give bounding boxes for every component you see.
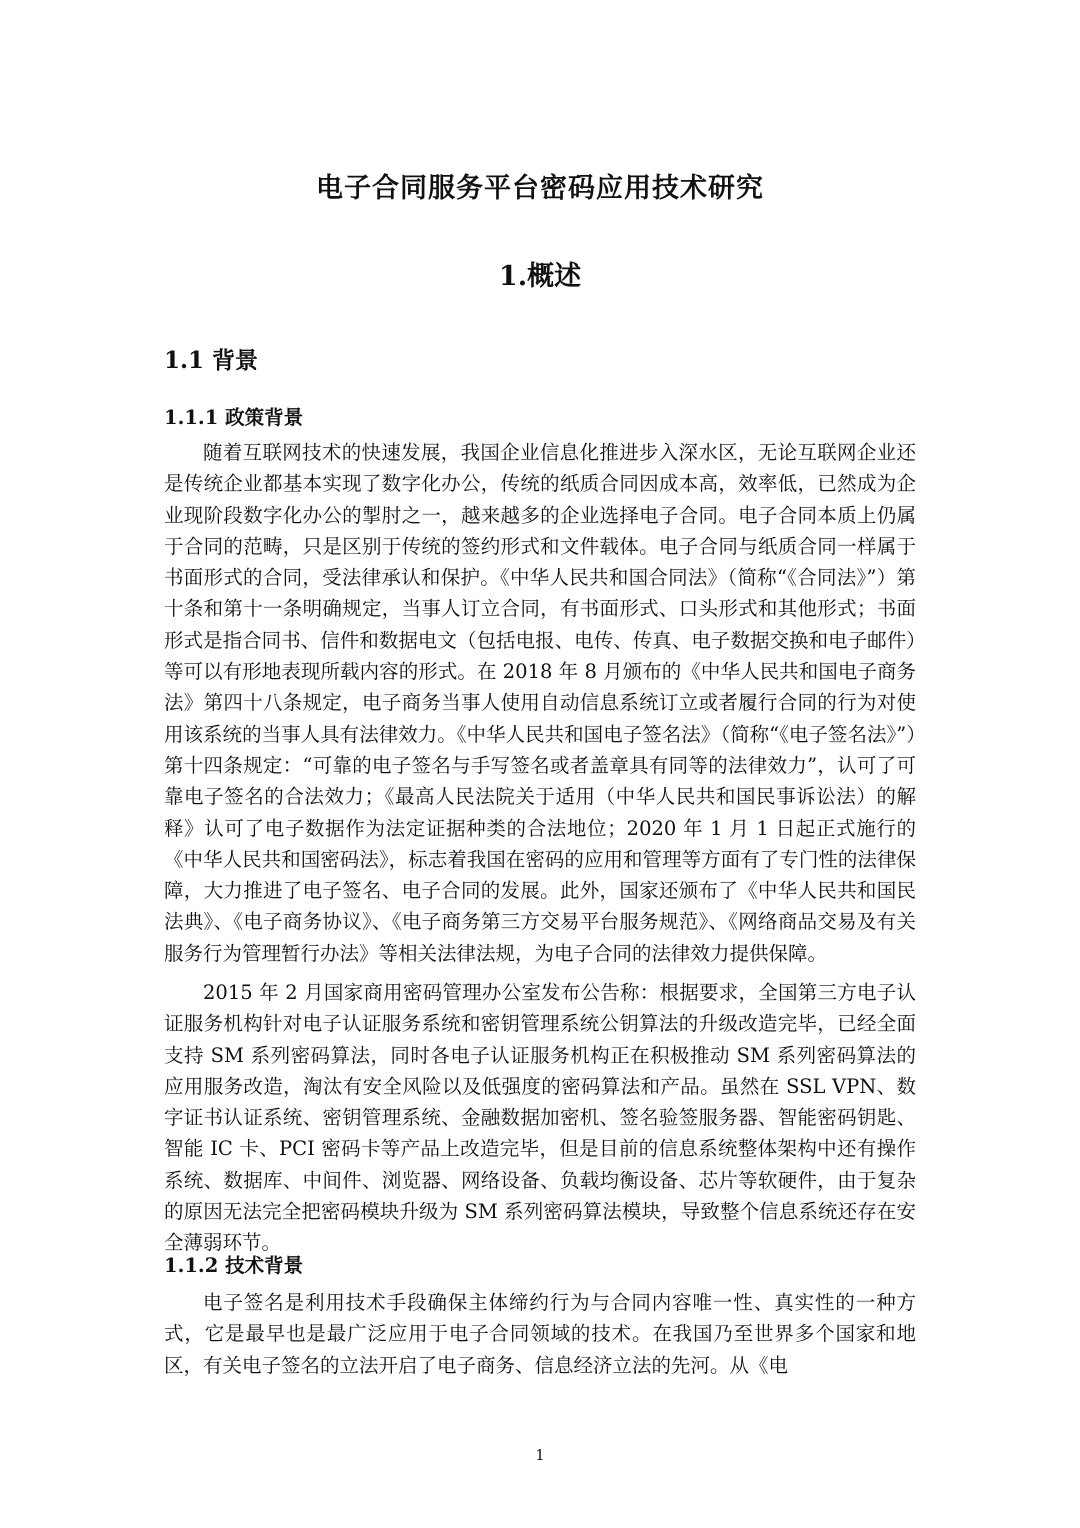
subsection-heading-policy: 1.1.1 政策背景 (164, 406, 304, 429)
document-title: 电子合同服务平台密码应用技术研究 (316, 173, 764, 204)
section-heading: 1.1 背景 (164, 347, 259, 374)
page-number: 1 (535, 1446, 545, 1464)
subsection-heading-tech: 1.1.2 技术背景 (164, 1254, 304, 1277)
paragraph-policy-2: 2015 年 2 月国家商用密码管理办公室发布公告称：根据要求，全国第三方电子认证服务机构针对电子认证服务系统和密钥管理系统公钥算法的升级改造完毕，已经全面支持 SM 系列密码算法，同时各电子认证服务机构正在积极推动 SM 系列密码算法的应用服务改造，淘汰有安全风险以及低强度的密码算法和产品。虽然在 SSL VPN、数字证书认证系统、密钥管理系统、金融数据加密机、签名验签服务器、智能密码钥匙、智能 IC 卡、PCI 密码卡等产品上改造完毕，但是目前的信息系统整体架构中还有操作系统、数据库、中间件、浏览器、网络设备、负载均衡设备、芯片等软硬件，由于复杂的原因无法完全把密码模块升级为 SM 系列密码算法模块，导致整个信息系统还存在安全薄弱环节。 (164, 981, 916, 1255)
paragraph-policy-1: 随着互联网技术的快速发展，我国企业信息化推进步入深水区，无论互联网企业还是传统企业都基本实现了数字化办公，传统的纸质合同因成本高，效率低，已然成为企业现阶段数字化办公的掣肘之一，越来越多的企业选择电子合同。电子合同本质上仍属于合同的范畴，只是区别于传统的签约形式和文件载体。电子合同与纸质合同一样属于书面形式的合同，受法律承认和保护。《中华人民共和国合同法》（简称“《合同法》”）第十条和第十一条明确规定，当事人订立合同，有书面形式、口头形式和其他形式；书面形式是指合同书、信件和数据电文（包括电报、电传、传真、电子数据交换和电子邮件）等可以有形地表现所载内容的形式。在 2018 年 8 月颁布的《中华人民共和国电子商务法》第四十八条规定，电子商务当事人使用自动信息系统订立或者履行合同的行为对使用该系统的当事人具有法律效力。《中华人民共和国电子签名法》（简称“《电子签名法》”）第十四条规定：“可靠的电子签名与手写签名或者盖章具有同等的法律效力”，认可了可靠电子签名的合法效力；《最高人民法院关于适用（中华人民共和国民事诉讼法）的解释》认可了电子数据作为法定证据种类的合法地位；2020 年 1 月 1 日起正式施行的《中华人民共和国密码法》，标志着我国在密码的应用和管理等方面有了专门性的法律保障，大力推进了电子签名、电子合同的发展。此外，国家还颁布了《中华人民共和国民法典》、《电子商务协议》、《电子商务第三方交易平台服务规范》、《网络商品交易及有关服务行为管理暂行办法》等相关法律法规，为电子合同的法律效力提供保障。 (164, 441, 916, 965)
paragraph-tech-1: 电子签名是利用技术手段确保主体缔约行为与合同内容唯一性、真实性的一种方式，它是最早也是最广泛应用于电子合同领域的技术。在我国乃至世界多个国家和地区，有关电子签名的立法开启了电子商务、信息经济立法的先河。从《电 (164, 1291, 916, 1377)
chapter-heading: 1.概述 (498, 261, 582, 292)
